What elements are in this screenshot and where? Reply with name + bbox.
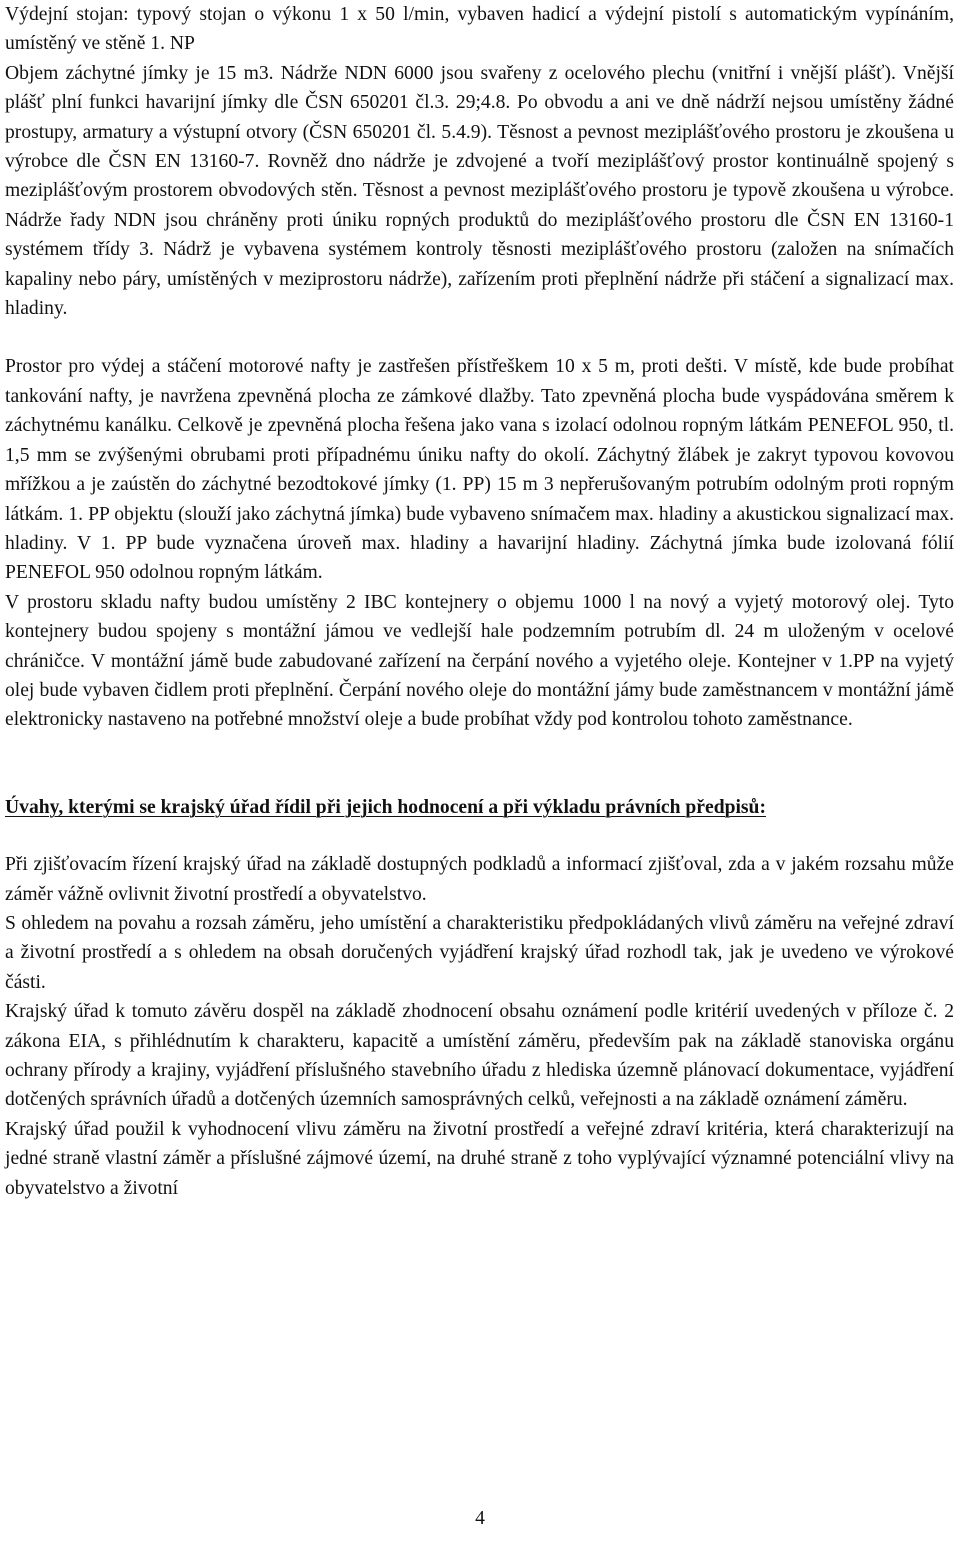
page-number: 4 — [475, 1508, 485, 1529]
paragraph-tank: Objem záchytné jímky je 15 m3. Nádrže NDN 6000 jsou svařeny z ocelového plechu (vnitřní i vnější plášť). Vnější plášť plní funkci havarijní jímky dle ČSN 650201 čl.3. 29;4.8. Po obvodu a ani ve dně nádrží nejsou umístěny žádné prostupy, armatury a výstupní otvory (ČSN 650201 čl. 5.4.9). Těsnost a pevnost meziplášťového prostoru je zkoušena u výrobce dle ČSN EN 13160-7. Rovněž dno nádrže je zdvojené a tvoří meziplášťový prostor kontinuálně spojený s meziplášťovým prostorem obvodových stěn. Těsnost a pevnost meziplášťového prostoru je typově zkoušena u výrobce. Nádrže řady NDN jsou chráněny proti úniku ropných produktů do meziplášťového prostoru dle ČSN EN 13160-1 systémem třídy 3. Nádrž je vybavena systémem kontroly těsnosti meziplášťového prostoru (založen na snímačích kapaliny nebo páry, umístěných v meziprostoru nádrže), zařízením proti přeplnění nádrže při stáčení a signalizací max. hladiny. — [5, 62, 954, 320]
paragraph-spacer — [5, 323, 954, 352]
paragraph-spacer — [5, 735, 954, 764]
paragraph-spacer — [5, 822, 954, 850]
paragraph-oil-storage: V prostoru skladu nafty budou umístěny 2 IBC kontejnery o objemu 1000 l na nový a vyjetý motorový olej. Tyto kontejnery budou spojeny s montážní jámou ve vedlejší hale podzemním potrubím dl. 24 m uloženým v ocelové chráničce. V montážní jámě bude zabudované zařízení na čerpání nového a vyjetého oleje. Kontejner v 1.PP na vyjetý olej bude vybaven čidlem proti přeplnění. Čerpání nového oleje do montážní jámy bude zaměstnancem v montážní jámě elektronicky nastaveno na potřebné množství oleje a bude probíhat vždy pod kontrolou tohoto zaměstnance. — [5, 591, 954, 731]
paragraph-dispenser: Výdejní stojan: typový stojan o výkonu 1 x 50 l/min, vybaven hadicí a výdejní pistolí s automatickým vypínáním, umístěný ve stěně 1. NP — [5, 4, 954, 55]
paragraph-spacer — [5, 764, 954, 793]
paragraph-criteria: Krajský úřad použil k vyhodnocení vlivu záměru na životní prostředí a veřejné zdraví kritéria, která charakterizují na jedné straně vlastní záměr a příslušné zájmové území, na druhé straně z toho vyplývající významné potenciální vlivy na obyvatelstvo a životní — [5, 1118, 954, 1199]
paragraph-conclusion-basis: Krajský úřad k tomuto závěru dospěl na základě zhodnocení obsahu oznámení podle kritérií uvedených v příloze č. 2 zákona EIA, s přihlédnutím k charakteru, kapacitě a umístění záměru, především pak na základě stanoviska orgánu ochrany přírody a krajiny, vyjádření příslušného stavebního úřadu z hlediska územně plánovací dokumentace, vyjádření dotčených správních úřadů a dotčených územních samosprávných celků, veřejnosti a na základě oznámení záměru. — [5, 1001, 954, 1111]
paragraph-dispensing-area: Prostor pro výdej a stáčení motorové nafty je zastřešen přístřeškem 10 x 5 m, proti dešti. V místě, kde bude probíhat tankování nafty, je navržena zpevněná plocha ze zámkové dlažby. Tato zpevněná plocha bude vyspádována směrem k záchytnému kanálku. Celkově je zpevněná plocha řešena jako vana s izolací odolnou ropným látkám PENEFOL 950, tl. 1,5 mm se zvýšenými obrubami proti případnému úniku nafty do okolí. Záchytný žlábek je zakryt typovou kovovou mřížkou a je zaústěn do záchytné bezodtokové jímky (1. PP) 15 m 3 nepřerušovaným potrubím odolným proti ropným látkám. 1. PP objektu (slouží jako záchytná jímka) bude vybaveno snímačem max. hladiny a akustickou signalizací max. hladiny. V 1. PP bude vyznačena úroveň max. hladiny a havarijní hladiny. Záchytná jímka bude izolovaná fólií PENEFOL 950 odolnou ropným látkám. — [5, 356, 954, 584]
section-heading: Úvahy, kterými se krajský úřad řídil při jejich hodnocení a při výkladu právních předpisů: — [5, 796, 766, 818]
paragraph-screening: Při zjišťovacím řízení krajský úřad na základě dostupných podkladů a informací zjišťoval, zda a v jakém rozsahu může záměr vážně ovlivnit životní prostředí a obyvatelstvo. — [5, 854, 954, 905]
paragraph-decision: S ohledem na povahu a rozsah záměru, jeho umístění a charakteristiku předpokládaných vlivů záměru na veřejné zdraví a životní prostředí a s ohledem na obsah doručených vyjádření krajský úřad rozhodl tak, jak je uvedeno ve výrokové části. — [5, 912, 954, 993]
